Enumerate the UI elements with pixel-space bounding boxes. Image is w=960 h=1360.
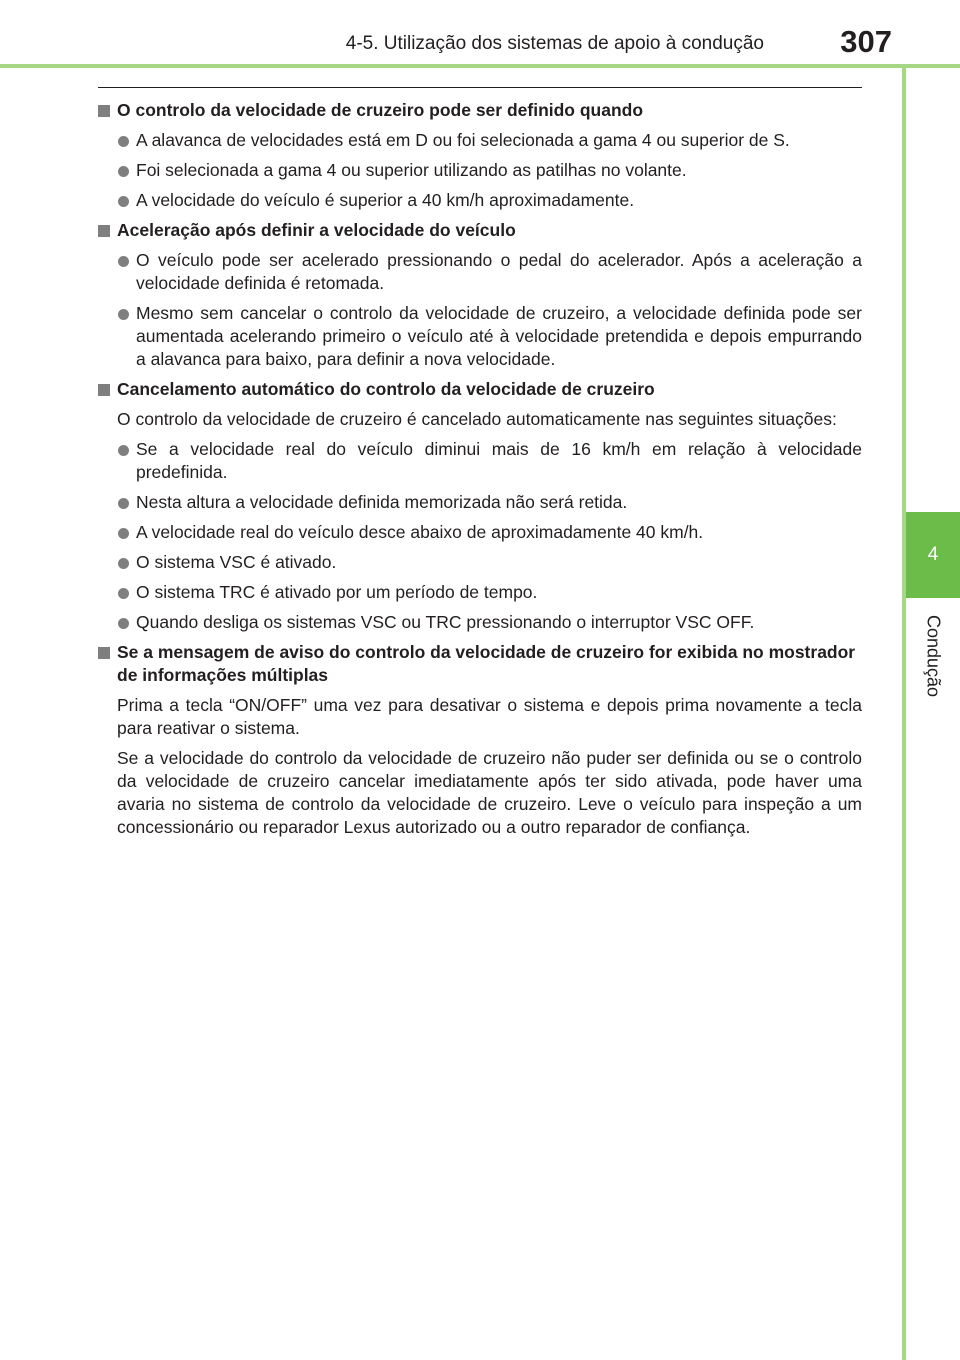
circle-bullet-icon	[118, 166, 129, 177]
list-item-text: Mesmo sem cancelar o controlo da velocidade de cruzeiro, a velocidade definida pode ser aumentada acelerando primeiro o veículo até à velocidade pretendida e depois empurrando a alavanca para baixo, para definir a nova velocidade.	[136, 303, 862, 369]
list-item	[98, 521, 862, 544]
section-heading-text: Cancelamento automático do controlo da velocidade de cruzeiro	[117, 379, 655, 399]
section-heading	[98, 641, 862, 687]
header-rule	[0, 64, 960, 68]
circle-bullet-icon	[118, 528, 129, 539]
list-item-text: Quando desliga os sistemas VSC ou TRC pressionando o interruptor VSC OFF.	[136, 612, 755, 632]
section-intro: O controlo da velocidade de cruzeiro é cancelado automaticamente nas seguintes situações:	[117, 409, 837, 429]
list-item-text: Nesta altura a velocidade definida memorizada não será retida.	[136, 492, 628, 512]
side-rule	[902, 68, 906, 1360]
list-item-text: O veículo pode ser acelerado pressionando o pedal do acelerador. Após a aceleração a velocidade definida é retomada.	[136, 250, 862, 293]
circle-bullet-icon	[118, 196, 129, 207]
square-bullet-icon	[98, 384, 110, 396]
list-item-text: A alavanca de velocidades está em D ou foi selecionada a gama 4 ou superior de S.	[136, 130, 790, 150]
square-bullet-icon	[98, 647, 110, 659]
section-heading	[98, 99, 862, 122]
section-cruise-set-conditions	[98, 99, 862, 212]
section-acceleration	[98, 219, 862, 371]
list-item-text: Se a velocidade real do veículo diminui mais de 16 km/h em relação à velocidade predefinida.	[136, 439, 862, 482]
chapter-number: 4	[927, 544, 939, 565]
section-warning-message	[98, 641, 862, 839]
circle-bullet-icon	[118, 588, 129, 599]
chapter-label: Condução	[923, 614, 944, 698]
content-top-rule	[98, 87, 862, 88]
list-item	[98, 438, 862, 484]
list-item	[98, 159, 862, 182]
page-number: 307	[840, 24, 892, 59]
circle-bullet-icon	[118, 618, 129, 629]
paragraph: Prima a tecla “ON/OFF” uma vez para desativar o sistema e depois prima novamente a tecla para reativar o sistema.	[117, 695, 862, 738]
circle-bullet-icon	[118, 309, 129, 320]
header-title: 4-5. Utilização dos sistemas de apoio à condução	[345, 33, 764, 54]
circle-bullet-icon	[118, 445, 129, 456]
page-content	[98, 99, 862, 846]
list-item-text: A velocidade do veículo é superior a 40 km/h aproximadamente.	[136, 190, 635, 210]
list-item	[98, 581, 862, 604]
list-item-text: O sistema VSC é ativado.	[136, 552, 337, 572]
section-heading	[98, 219, 862, 242]
paragraph: Se a velocidade do controlo da velocidade de cruzeiro não puder ser definida ou se o controlo da velocidade de cruzeiro cancelar imediatamente após ter sido ativada, pode haver uma avaria no sistema de controlo da velocidade de cruzeiro. Leve o veículo para inspeção a um concessionário ou reparador Lexus autorizado ou a outro reparador de confiança.	[117, 748, 862, 837]
circle-bullet-icon	[118, 136, 129, 147]
section-heading-text: Se a mensagem de aviso do controlo da velocidade de cruzeiro for exibida no mostrador de informações múltiplas	[117, 642, 856, 685]
list-item	[98, 302, 862, 371]
list-item-text: Foi selecionada a gama 4 ou superior utilizando as patilhas no volante.	[136, 160, 687, 180]
section-automatic-cancel	[98, 378, 862, 634]
square-bullet-icon	[98, 225, 110, 237]
page-header	[0, 0, 960, 64]
list-item	[98, 249, 862, 295]
section-heading-text: O controlo da velocidade de cruzeiro pode ser definido quando	[117, 100, 644, 120]
list-item-text: O sistema TRC é ativado por um período de tempo.	[136, 582, 538, 602]
list-item	[98, 491, 862, 514]
list-item	[98, 611, 862, 634]
circle-bullet-icon	[118, 256, 129, 267]
section-heading-text: Aceleração após definir a velocidade do veículo	[117, 220, 516, 240]
section-heading	[98, 378, 862, 401]
list-item	[98, 189, 862, 212]
square-bullet-icon	[98, 105, 110, 117]
list-item-text: A velocidade real do veículo desce abaixo de aproximadamente 40 km/h.	[136, 522, 704, 542]
circle-bullet-icon	[118, 498, 129, 509]
circle-bullet-icon	[118, 558, 129, 569]
list-item	[98, 551, 862, 574]
list-item	[98, 129, 862, 152]
chapter-tab	[906, 512, 960, 598]
